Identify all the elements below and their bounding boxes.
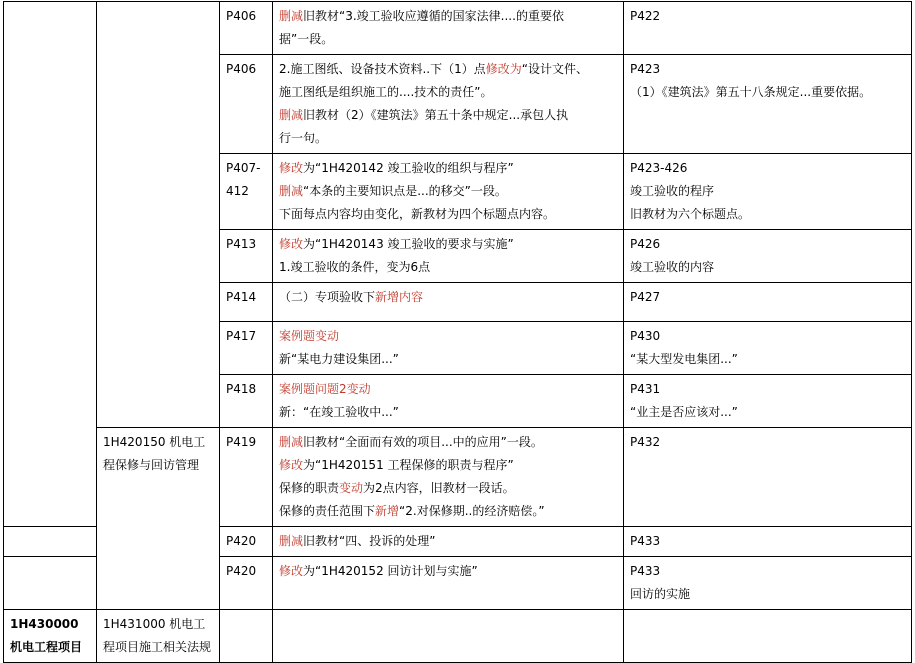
change-text: 据”一段。: [279, 32, 334, 46]
change-line: [279, 378, 617, 401]
old-text: 竣工验收的程序: [630, 184, 715, 198]
old-text: 旧教材为六个标题点。: [630, 207, 751, 221]
change-line: [279, 530, 617, 553]
change-cell: [273, 375, 624, 428]
highlight-text: 删减: [279, 184, 304, 198]
old-page-cell: [624, 428, 912, 527]
highlight-text: 删减: [279, 108, 304, 122]
change-text: 2.施工图纸、设备技术资料..下（1）点: [279, 62, 486, 76]
highlight-text: 修改: [279, 458, 304, 472]
change-text: 旧教材“全面而有效的项目...中的应用”一段。: [303, 435, 543, 449]
highlight-text: 删减: [279, 534, 304, 548]
new-page-cell: [220, 2, 273, 55]
change-line: [279, 81, 617, 104]
change-line: [279, 157, 617, 180]
highlight-text: 案例题问题2变动: [279, 382, 371, 396]
highlight-text: 修改: [279, 161, 304, 175]
change-line: [279, 477, 617, 500]
change-cell: [273, 322, 624, 375]
page-text: P406: [226, 9, 257, 23]
highlight-text: 新增内容: [375, 290, 424, 304]
old-text: P433: [630, 534, 661, 548]
change-line: [279, 325, 617, 348]
change-line: [279, 454, 617, 477]
change-cell: [273, 154, 624, 230]
change-text: 行一句。: [279, 131, 328, 145]
change-line: [279, 127, 617, 150]
old-text: P433: [630, 564, 661, 578]
change-text: “设计文件、: [521, 62, 588, 76]
table-row: [4, 2, 912, 55]
change-text: “2.对保修期..的经济赔偿。”: [399, 504, 545, 518]
highlight-text: 修改为: [485, 62, 522, 76]
page-text: P420: [226, 564, 257, 578]
old-text: P432: [630, 435, 661, 449]
change-text: 为“1H420142 竣工验收的组织与程序”: [303, 161, 514, 175]
page-text: P420: [226, 534, 257, 548]
old-text: P430: [630, 329, 661, 343]
old-text: P426: [630, 237, 661, 251]
change-text: 保修的责任范围下: [279, 504, 376, 518]
change-line: [279, 286, 617, 309]
change-line: [279, 401, 617, 424]
old-page-cell: [624, 283, 912, 322]
change-line: [279, 28, 617, 51]
new-page-cell: [220, 428, 273, 527]
chapter-cell: [4, 2, 97, 527]
old-text: “某大型发电集团...”: [630, 352, 738, 366]
change-text: 施工图纸是组织施工的....技术的责任”。: [279, 85, 493, 99]
highlight-text: 删减: [279, 9, 304, 23]
chapter-cell: [4, 610, 97, 663]
highlight-text: 新增: [375, 504, 400, 518]
change-line: [279, 5, 617, 28]
change-line: [279, 256, 617, 279]
change-line: [279, 104, 617, 127]
change-line: [279, 203, 617, 226]
new-page-cell: [220, 154, 273, 230]
page-text: P414: [226, 290, 257, 304]
change-line: [279, 233, 617, 256]
change-text: 下面每点内容均由变化，新教材为四个标题点内容。: [279, 207, 556, 221]
page-text: P418: [226, 382, 257, 396]
change-cell: [273, 610, 624, 663]
page-text: P413: [226, 237, 257, 251]
page-text: P419: [226, 435, 257, 449]
old-text: P423: [630, 62, 661, 76]
old-page-cell: [624, 154, 912, 230]
change-text: （二）专项验收下: [279, 290, 376, 304]
page-text: P417: [226, 329, 257, 343]
old-text: P423-426: [630, 161, 688, 175]
change-text: 旧教材“四、投诉的处理”: [303, 534, 436, 548]
old-text: 回访的实施: [630, 587, 691, 601]
change-cell: [273, 230, 624, 283]
old-page-cell: [624, 527, 912, 557]
change-cell: [273, 55, 624, 154]
old-text: 竣工验收的内容: [630, 260, 715, 274]
change-text: 1.竣工验收的条件，变为6点: [279, 260, 431, 274]
change-text: 新“某电力建设集团...”: [279, 352, 399, 366]
old-page-cell: [624, 2, 912, 55]
highlight-text: 案例题变动: [279, 329, 340, 343]
change-text: 为2点内容，旧教材一段话。: [363, 481, 515, 495]
old-page-cell: [624, 610, 912, 663]
change-line: [279, 348, 617, 371]
new-page-cell: [220, 610, 273, 663]
change-line: [279, 500, 617, 523]
new-page-cell: [220, 527, 273, 557]
new-page-cell: [220, 322, 273, 375]
change-text: 为“1H420143 竣工验收的要求与实施”: [303, 237, 514, 251]
change-text: 新：“在竣工验收中...”: [279, 405, 399, 419]
new-page-cell: [220, 283, 273, 322]
old-page-cell: [624, 322, 912, 375]
table-row: [4, 610, 912, 663]
section-title: 1H431000 机电工程项目施工相关法规: [103, 617, 212, 654]
old-page-cell: [624, 375, 912, 428]
section-cell: [97, 610, 220, 663]
new-page-cell: [220, 55, 273, 154]
old-text: P427: [630, 290, 661, 304]
table-row: [4, 428, 912, 527]
comparison-table: [3, 1, 912, 663]
change-line: [279, 180, 617, 203]
change-text: 保修的职责: [279, 481, 340, 495]
change-cell: [273, 283, 624, 322]
page-text: P406: [226, 62, 257, 76]
change-text: 为“1H420152 回访计划与实施”: [303, 564, 478, 578]
change-cell: [273, 527, 624, 557]
highlight-text: 变动: [339, 481, 364, 495]
change-line: [279, 431, 617, 454]
highlight-text: 删减: [279, 435, 304, 449]
chapter-title: 1H430000 机电工程项目: [10, 617, 83, 654]
change-cell: [273, 428, 624, 527]
section-cell: [97, 428, 220, 610]
old-text: P431: [630, 382, 661, 396]
old-text: （1）《建筑法》第五十八条规定...重要依据。: [630, 85, 872, 99]
change-cell: [273, 2, 624, 55]
highlight-text: 修改: [279, 564, 304, 578]
new-page-cell: [220, 230, 273, 283]
change-line: [279, 58, 617, 81]
change-text: “本条的主要知识点是...的移交”一段。: [303, 184, 507, 198]
change-text: 旧教材“3.竣工验收应遵循的国家法律....的重要依: [303, 9, 564, 23]
old-page-cell: [624, 230, 912, 283]
old-page-cell: [624, 55, 912, 154]
highlight-text: 修改: [279, 237, 304, 251]
change-text: 为“1H420151 工程保修的职责与程序”: [303, 458, 514, 472]
section-title: 1H420150 机电工程保修与回访管理: [103, 435, 206, 472]
new-page-cell: [220, 375, 273, 428]
old-text: P422: [630, 9, 661, 23]
section-cell: [97, 2, 220, 428]
page-text: P407-412: [226, 161, 261, 198]
change-text: 旧教材（2）《建筑法》第五十条中规定...承包人执: [303, 108, 569, 122]
chapter-cell: [4, 527, 97, 557]
change-line: [279, 560, 617, 583]
old-text: “业主是否应该对...”: [630, 405, 738, 419]
